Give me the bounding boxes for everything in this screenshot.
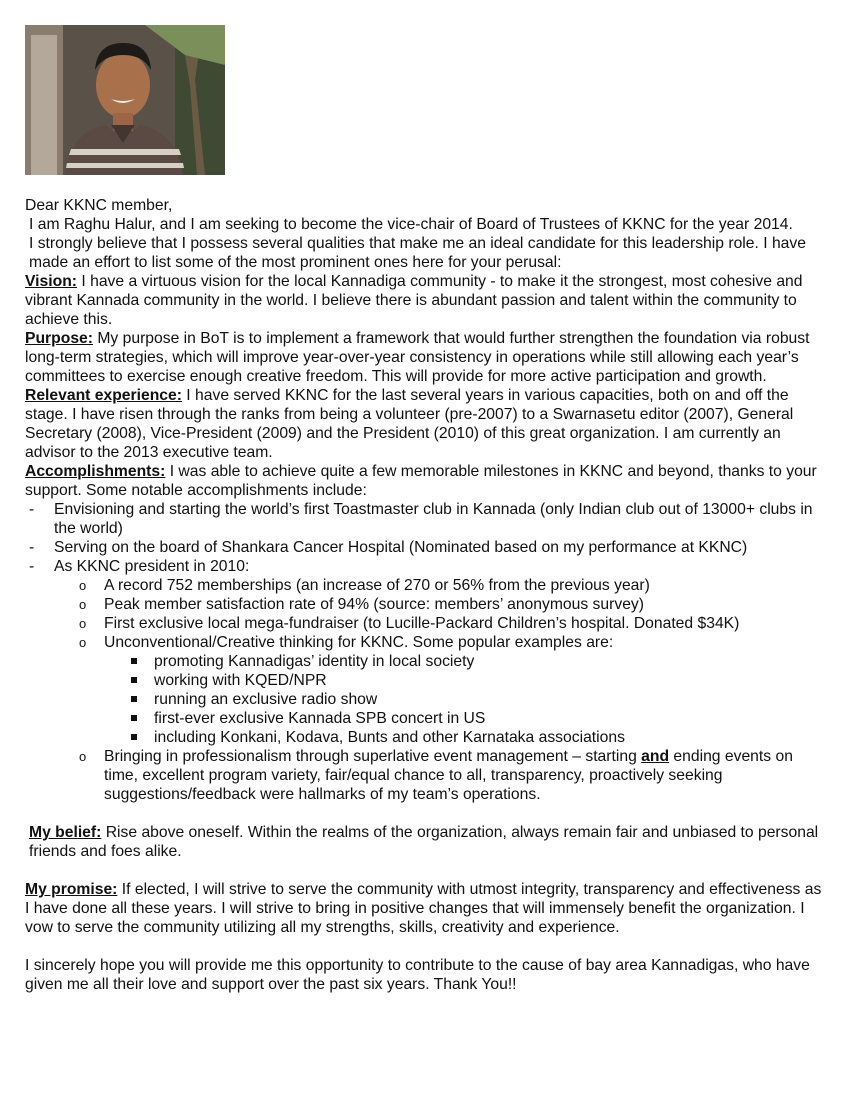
- belief-text: Rise above oneself. Within the realms of the organization, always remain fair and unbiased to personal friends and foes alike.: [29, 824, 819, 860]
- intro-paragraph-1: I am Raghu Halur, and I am seeking to become the vice-chair of Board of Trustees of KKNC for the year 2014.: [29, 216, 793, 233]
- dash-bullet: -: [29, 558, 35, 575]
- accomplishments-list: [25, 500, 825, 576]
- list-item: [25, 690, 825, 709]
- experience-paragraph: [25, 386, 825, 462]
- spacer: [25, 804, 825, 823]
- list-item-text: Serving on the board of Shankara Cancer Hospital (Nominated based on my performance at KKNC): [54, 539, 748, 556]
- list-item-text: working with KQED/NPR: [154, 672, 327, 689]
- list-item-text: Peak member satisfaction rate of 94% (source: members’ anonymous survey): [104, 596, 644, 613]
- square-bullet-icon: [131, 696, 137, 702]
- portrait-image: [25, 25, 225, 175]
- purpose-paragraph: [25, 329, 825, 386]
- list-item-text: first-ever exclusive Kannada SPB concert in US: [154, 710, 486, 727]
- dash-bullet: -: [29, 501, 35, 518]
- list-item-text: promoting Kannadigas’ identity in local society: [154, 653, 475, 670]
- list-item-text: As KKNC president in 2010:: [54, 558, 250, 575]
- square-bullet-icon: [131, 677, 137, 683]
- promise-label: My promise:: [25, 881, 118, 898]
- greeting: Dear KKNC member,: [25, 197, 173, 214]
- list-item: [25, 538, 825, 557]
- list-item: [25, 595, 825, 614]
- list-item-text: Envisioning and starting the world’s first Toastmaster club in Kannada (only Indian club out of 13000+ clubs in the world): [54, 501, 813, 537]
- president-achievements-list: [25, 576, 825, 652]
- circle-bullet: o: [79, 749, 87, 764]
- vision-label: Vision:: [25, 273, 78, 290]
- square-bullet-icon: [131, 658, 137, 664]
- list-item-text-pre: Bringing in professionalism through superlative event management – starting: [104, 748, 642, 765]
- circle-bullet: o: [79, 597, 87, 612]
- list-item: [25, 576, 825, 595]
- professionalism-list: [25, 747, 825, 804]
- list-item-text: A record 752 memberships (an increase of 270 or 56% from the previous year): [104, 577, 650, 594]
- vision-paragraph: [25, 272, 825, 329]
- list-item: [25, 709, 825, 728]
- spacer: [25, 861, 825, 880]
- list-item-text: Unconventional/Creative thinking for KKNC. Some popular examples are:: [104, 634, 614, 651]
- list-item: [25, 747, 825, 804]
- promise-paragraph: [25, 880, 825, 937]
- intro-paragraph-2: I strongly believe that I possess several qualities that make me an ideal candidate for this leadership role. I have made an effort to list some of the most prominent ones here for your perusal:: [29, 235, 806, 271]
- list-item: [25, 728, 825, 747]
- list-item: [25, 557, 825, 576]
- accomplishments-paragraph: [25, 462, 825, 500]
- belief-label: My belief:: [29, 824, 102, 841]
- list-item-text-post: ending events on time, excellent program variety, fair/equal chance to all, transparency, proactively seeking suggestions/feedback were hallmarks of my team’s operations.: [104, 748, 793, 803]
- list-item: [25, 633, 825, 652]
- experience-text: I have served KKNC for the last several years in various capacities, both on and off the stage. I have risen through the ranks from being a volunteer (pre-2007) to a Swarnasetu editor (2007), General Secretary (2008), Vice-President (2009) and the President (2010) of this great organization. I am currently an advisor to the 2013 executive team.: [25, 387, 794, 461]
- square-bullet-icon: [131, 715, 137, 721]
- candidate-photo: [25, 25, 225, 175]
- accomplishments-text: I was able to achieve quite a few memorable milestones in KKNC and beyond, thanks to your support. Some notable accomplishments include:: [25, 463, 817, 499]
- list-item: [25, 614, 825, 633]
- accomplishments-label: Accomplishments:: [25, 463, 166, 480]
- circle-bullet: o: [79, 635, 87, 650]
- list-item: [25, 500, 825, 538]
- purpose-label: Purpose:: [25, 330, 93, 347]
- belief-paragraph: [25, 823, 825, 861]
- list-item-text: First exclusive local mega-fundraiser (to Lucille-Packard Children’s hospital. Donated $34K): [104, 615, 740, 632]
- list-item: [25, 652, 825, 671]
- emphasis-and: and: [641, 748, 670, 765]
- list-item-text: including Konkani, Kodava, Bunts and other Karnataka associations: [154, 729, 625, 746]
- circle-bullet: o: [79, 616, 87, 631]
- experience-label: Relevant experience:: [25, 387, 182, 404]
- creative-examples-list: [25, 652, 825, 747]
- closing-paragraph: I sincerely hope you will provide me this opportunity to contribute to the cause of bay area Kannadigas, who have given me all their love and support over the past six years. Thank You!!: [25, 957, 810, 993]
- list-item-text: running an exclusive radio show: [154, 691, 378, 708]
- list-item: [25, 671, 825, 690]
- promise-text: If elected, I will strive to serve the community with utmost integrity, transparency and effectiveness as I have done all these years. I will strive to bring in positive changes that will immensely benefit the organization. I vow to serve the community utilizing all my strengths, skills, creativity and experience.: [25, 881, 822, 936]
- dash-bullet: -: [29, 539, 35, 556]
- vision-text: I have a virtuous vision for the local Kannadiga community - to make it the strongest, most cohesive and vibrant Kannada community in the world. I believe there is abundant passion and talent within the community to achieve this.: [25, 273, 803, 328]
- circle-bullet: o: [79, 578, 87, 593]
- spacer: [25, 937, 825, 956]
- purpose-text: My purpose in BoT is to implement a framework that would further strengthen the foundation via robust long-term strategies, which will improve year-over-year consistency in operations while still allowing each year’s committees to exercise enough creative freedom. This will provide for more active participation and growth.: [25, 330, 810, 385]
- letter-body: [25, 196, 825, 994]
- square-bullet-icon: [131, 734, 137, 740]
